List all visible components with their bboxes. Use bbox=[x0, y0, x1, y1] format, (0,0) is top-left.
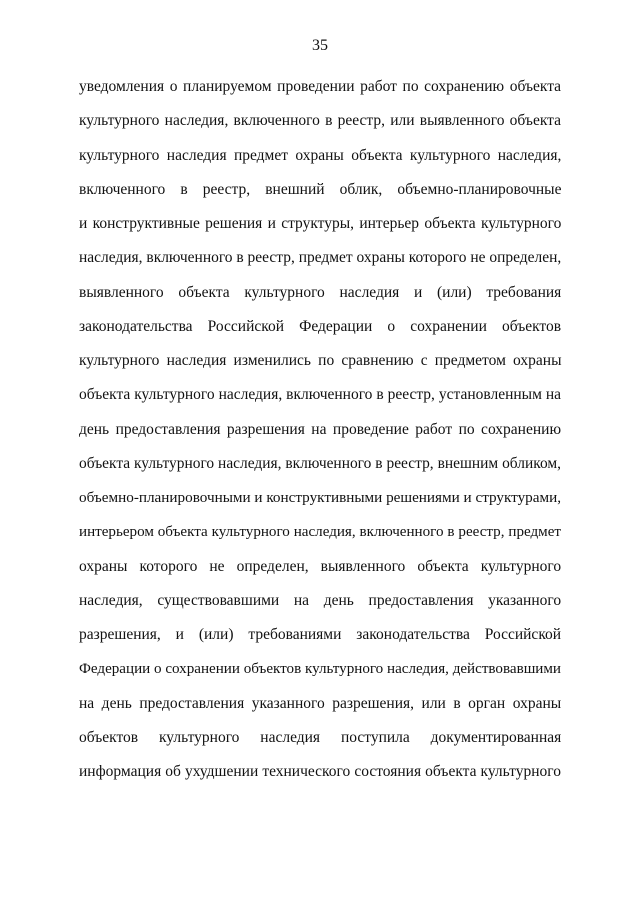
text-line: культурного наследия предмет охраны объекта культурного наследия, bbox=[79, 146, 562, 164]
text-line: объекта культурного наследия, включенного в реестр, установленным на bbox=[79, 386, 561, 404]
text-line: интерьером объекта культурного наследия, включенного в реестр, предмет bbox=[79, 524, 561, 541]
text-line: разрешения, и (или) требованиями законодательства Российской bbox=[79, 626, 562, 643]
text-line: день предоставления разрешения на проведение работ по сохранению bbox=[79, 420, 562, 438]
text-line: охраны которого не определен, выявленного объекта культурного bbox=[79, 557, 562, 575]
text-line: объемно-планировочными и конструктивными решениями и структурами, bbox=[79, 489, 561, 506]
text-line: объектов культурного наследия поступила документированная bbox=[79, 728, 562, 746]
text-line: объекта культурного наследия, включенного в реестр, внешним обликом, bbox=[79, 454, 561, 472]
text-line: выявленного объекта культурного наследия и (или) требования bbox=[79, 283, 562, 301]
text-line: наследия, существовавшими на день предоставления указанного bbox=[79, 591, 562, 609]
text-line: на день предоставления указанного разрешения, или в орган охраны bbox=[79, 694, 562, 712]
body-text bbox=[79, 76, 561, 795]
text-line: информация об ухудшении технического состояния объекта культурного bbox=[79, 763, 561, 780]
text-line: уведомления о планируемом проведении работ по сохранению объекта bbox=[79, 78, 562, 95]
text-line: включенного в реестр, внешний облик, объемно-планировочные bbox=[79, 180, 562, 198]
text-line: культурного наследия изменились по сравнению с предметом охраны bbox=[79, 352, 562, 369]
page-number: 35 bbox=[312, 37, 328, 54]
text-line: законодательства Российской Федерации о сохранении объектов bbox=[79, 317, 562, 335]
text-line: наследия, включенного в реестр, предмет охраны которого не определен, bbox=[79, 249, 562, 267]
text-line: культурного наследия, включенного в реестр, или выявленного объекта bbox=[79, 112, 561, 130]
text-line: Федерации о сохранении объектов культурного наследия, действовавшими bbox=[79, 661, 561, 678]
text-line: и конструктивные решения и структуры, интерьер объекта культурного bbox=[79, 215, 562, 232]
